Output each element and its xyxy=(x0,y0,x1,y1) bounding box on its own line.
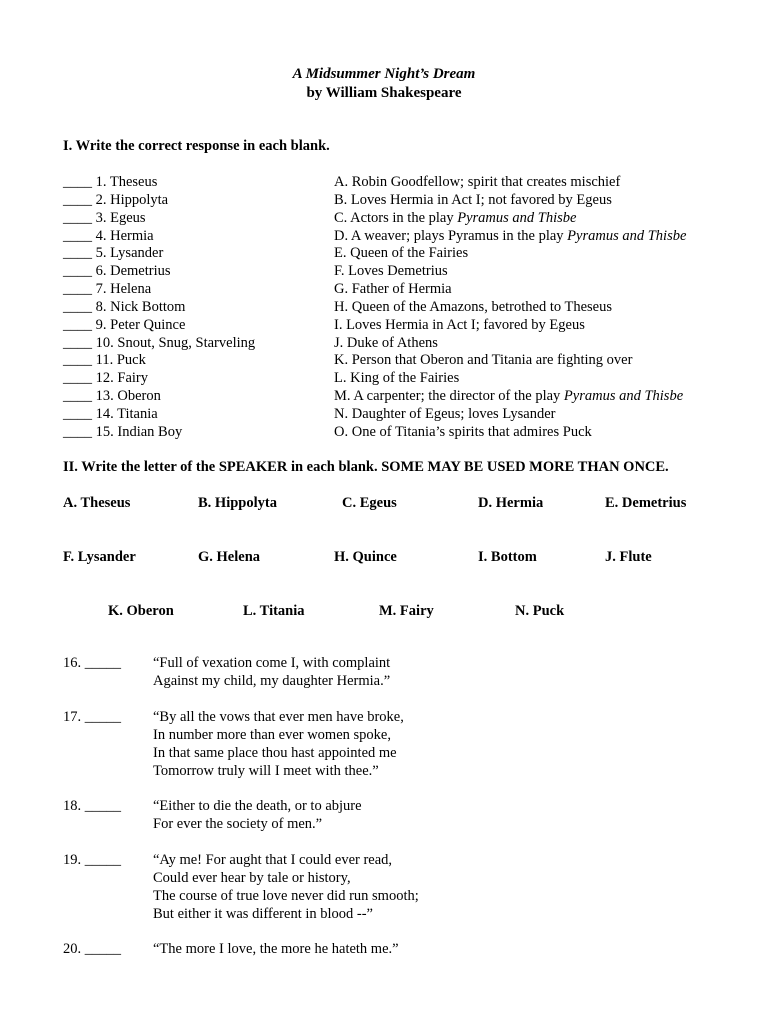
question-number: 18. _____ xyxy=(63,798,121,814)
character-item: ____ 14. Titania xyxy=(63,405,158,422)
description-item: N. Daughter of Egeus; loves Lysander xyxy=(334,405,556,422)
description-item: O. One of Titania’s spirits that admires Puck xyxy=(334,423,592,440)
question-quote: “Full of vexation come I, with complaint Against my child, my daughter Hermia.” xyxy=(153,655,391,689)
character-item: ____ 13. Oberon xyxy=(63,388,161,405)
description-item: B. Loves Hermia in Act I; not favored by Egeus xyxy=(334,191,612,208)
question-quote: “By all the vows that ever men have broke, In number more than ever women spoke, In that same place thou hast appointed me Tomorrow truly will I meet with thee.” xyxy=(153,709,404,779)
character-item: ____ 8. Nick Bottom xyxy=(63,298,186,315)
character-item: ____ 4. Hermia xyxy=(63,227,154,244)
character-item: ____ 11. Puck xyxy=(63,352,146,369)
worksheet-author: by William Shakespeare xyxy=(306,85,462,101)
question-number: 17. _____ xyxy=(63,709,121,725)
character-item: ____ 1. Theseus xyxy=(63,174,158,190)
description-item: D. A weaver; plays Pyramus in the play Pyramus and Thisbe xyxy=(334,227,687,244)
character-list xyxy=(63,173,255,441)
character-item: ____ 7. Helena xyxy=(63,281,152,298)
speaker-key-item: G. Helena xyxy=(198,549,261,565)
speaker-key-item: H. Quince xyxy=(334,549,397,565)
description-item: F. Loves Demetrius xyxy=(334,263,448,280)
character-item: ____ 3. Egeus xyxy=(63,209,146,226)
speaker-key-item: N. Puck xyxy=(515,603,565,619)
character-item: ____ 15. Indian Boy xyxy=(63,423,183,440)
description-item: J. Duke of Athens xyxy=(334,334,438,351)
worksheet-title: A Midsummer Night’s Dream xyxy=(292,66,476,82)
section-1-heading: I. Write the correct response in each blank. xyxy=(63,138,330,154)
character-item: ____ 12. Fairy xyxy=(63,370,148,387)
section-2-heading: II. Write the letter of the SPEAKER in each blank. SOME MAY BE USED MORE THAN ONCE. xyxy=(63,459,669,475)
speaker-key-item: E. Demetrius xyxy=(605,495,687,511)
character-item: ____ 5. Lysander xyxy=(63,245,164,262)
question-number: 19. _____ xyxy=(63,852,121,868)
description-item: A. Robin Goodfellow; spirit that creates mischief xyxy=(334,174,621,190)
speaker-key-item: A. Theseus xyxy=(63,495,131,511)
description-item: G. Father of Hermia xyxy=(334,281,452,298)
description-item: H. Queen of the Amazons, betrothed to Theseus xyxy=(334,298,612,315)
description-item: L. King of the Fairies xyxy=(334,370,460,387)
question-quote: “The more I love, the more he hateth me.” xyxy=(153,941,399,957)
description-item: I. Loves Hermia in Act I; favored by Egeus xyxy=(334,316,585,333)
speaker-key-item: I. Bottom xyxy=(478,549,537,565)
speaker-key-item: D. Hermia xyxy=(478,495,544,511)
question-number: 16. _____ xyxy=(63,655,121,671)
character-item: ____ 10. Snout, Snug, Starveling xyxy=(63,334,256,351)
question-number: 20. _____ xyxy=(63,941,121,957)
character-item: ____ 6. Demetrius xyxy=(63,263,171,280)
description-item: C. Actors in the play Pyramus and Thisbe xyxy=(334,209,577,226)
question-quote: “Either to die the death, or to abjure For ever the society of men.” xyxy=(153,798,362,832)
question-quote: “Ay me! For aught that I could ever read, Could ever hear by tale or history, The course of true love never did run smooth; But either it was different in blood --” xyxy=(153,852,419,922)
speaker-key-item: J. Flute xyxy=(605,549,652,565)
speaker-key-item: F. Lysander xyxy=(63,549,136,565)
description-item: E. Queen of the Fairies xyxy=(334,245,469,262)
speaker-key-item: K. Oberon xyxy=(108,603,174,619)
character-item: ____ 2. Hippolyta xyxy=(63,191,169,208)
speaker-key-item: L. Titania xyxy=(243,603,305,619)
description-item: K. Person that Oberon and Titania are fighting over xyxy=(334,352,633,369)
speaker-key-item: M. Fairy xyxy=(379,603,434,619)
description-list xyxy=(334,173,686,441)
speaker-key-item: B. Hippolyta xyxy=(198,495,277,511)
character-item: ____ 9. Peter Quince xyxy=(63,316,186,333)
speaker-key-item: C. Egeus xyxy=(342,495,397,511)
description-item: M. A carpenter; the director of the play Pyramus and Thisbe xyxy=(334,388,684,405)
